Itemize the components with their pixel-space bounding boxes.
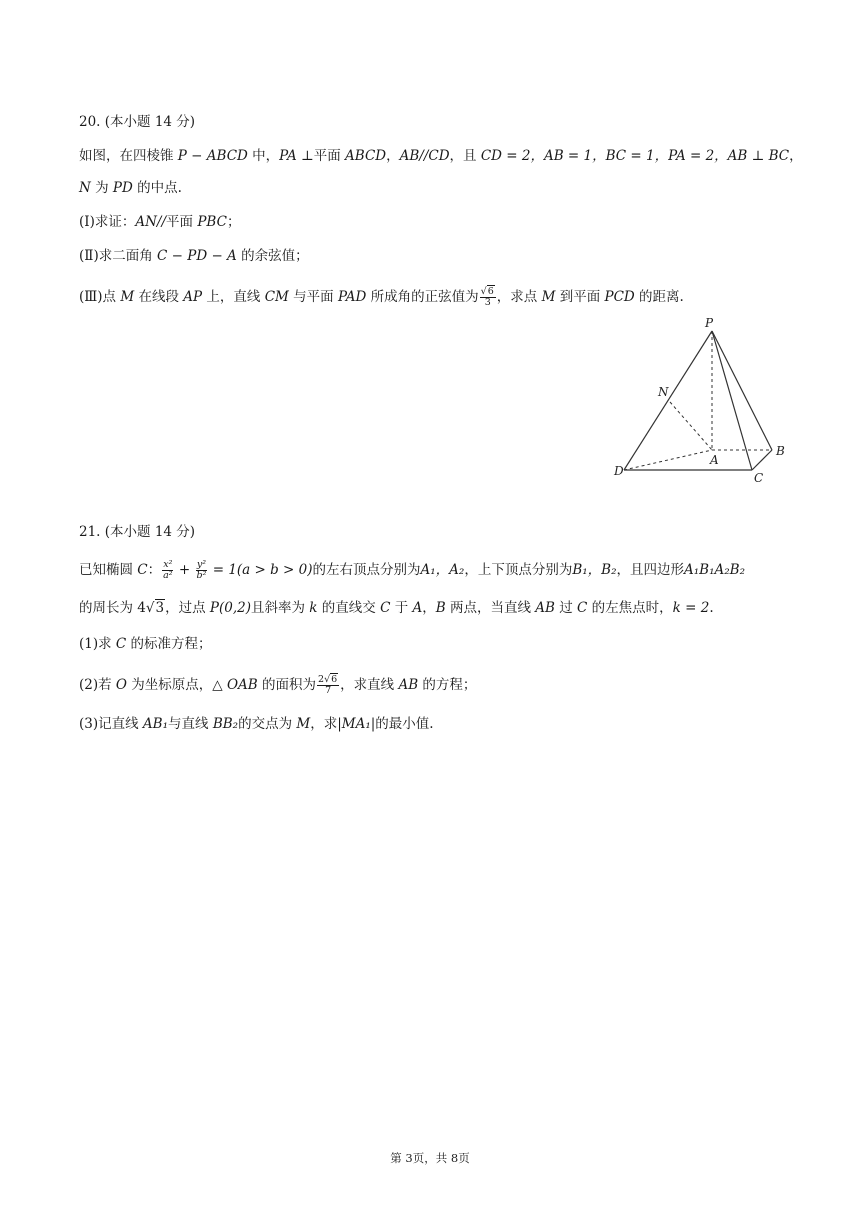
x2-over-a2-fraction: $\frac{\text{x²}}{\text{a²}}$: [163, 559, 173, 581]
label-p: P: [705, 316, 714, 330]
q20-part3: (Ⅲ)点 M 在线段 AP 上，直线 CM 与平面 PAD 所成角的正弦值为 $\frac{√6}{3}$ ，求点 M 到平面 PCD 的距离.: [79, 286, 684, 308]
edge-pd: [624, 331, 712, 470]
q21-line2: 的周长为 4√3，过点 P(0,2)且斜率为 k 的直线交 C 于 A，B 两点，当直线 AB 过 C 的左焦点时，k = 2.: [79, 600, 714, 616]
2sqrt6-over-7-fraction: $\frac{2√6}{7}$: [318, 674, 338, 696]
edge-bc: [752, 450, 772, 470]
edge-da: [624, 450, 712, 470]
q21-line1: 已知椭圆 C： $\frac{\text{x²}}{\text{a²}}$ + $\frac{\text{y²}}{\text{b²}}$ = 1(a > b > 0)的左右顶点分别为A₁，A₂，上下顶点分别为B₁，B₂，且四边形A₁B₁A₂B₂: [79, 559, 746, 581]
segment-an: [670, 402, 712, 450]
pyramid-figure: [612, 314, 792, 488]
label-b: B: [776, 444, 785, 458]
edge-pc: [712, 331, 752, 470]
y2-over-b2-fraction: $\frac{\text{y²}}{\text{b²}}$: [196, 559, 207, 581]
q21-part1: (1)求 C 的标准方程；: [79, 636, 212, 652]
q20-part1: (Ⅰ)求证：AN//平面 PBC；: [79, 214, 241, 230]
q20-header: 20. (本小题 14 分): [79, 114, 196, 130]
q20-stem-line2: N 为 PD 的中点.: [79, 180, 182, 196]
pyramid-diagram: [612, 314, 792, 488]
sqrt3: 3: [155, 600, 165, 616]
q21-header: 21. (本小题 14 分): [79, 524, 196, 540]
label-d: D: [614, 464, 624, 478]
label-n: N: [658, 385, 669, 399]
label-a: A: [710, 453, 719, 467]
q20-part2: (Ⅱ)求二面角 C − PD − A 的余弦值；: [79, 248, 309, 264]
edge-pb: [712, 331, 772, 450]
q20-stem-line1: 如图，在四棱锥 P − ABCD 中，PA ⊥平面 ABCD，AB//CD，且 CD = 2，AB = 1，BC = 1，PA = 2，AB ⊥ BC，: [79, 148, 803, 164]
q21-part3: (3)记直线 AB₁与直线 BB₂的交点为 M，求|MA₁|的最小值.: [79, 716, 434, 732]
sqrt6-over-3-fraction: $\frac{√6}{3}$: [480, 286, 494, 308]
label-c: C: [754, 471, 764, 485]
q21-part2: (2)若 O 为坐标原点，△ OAB 的面积为 $\frac{2√6}{7}$ ，求直线 AB 的方程；: [79, 674, 477, 696]
page-footer: 第 3页，共 8页: [390, 1151, 470, 1165]
